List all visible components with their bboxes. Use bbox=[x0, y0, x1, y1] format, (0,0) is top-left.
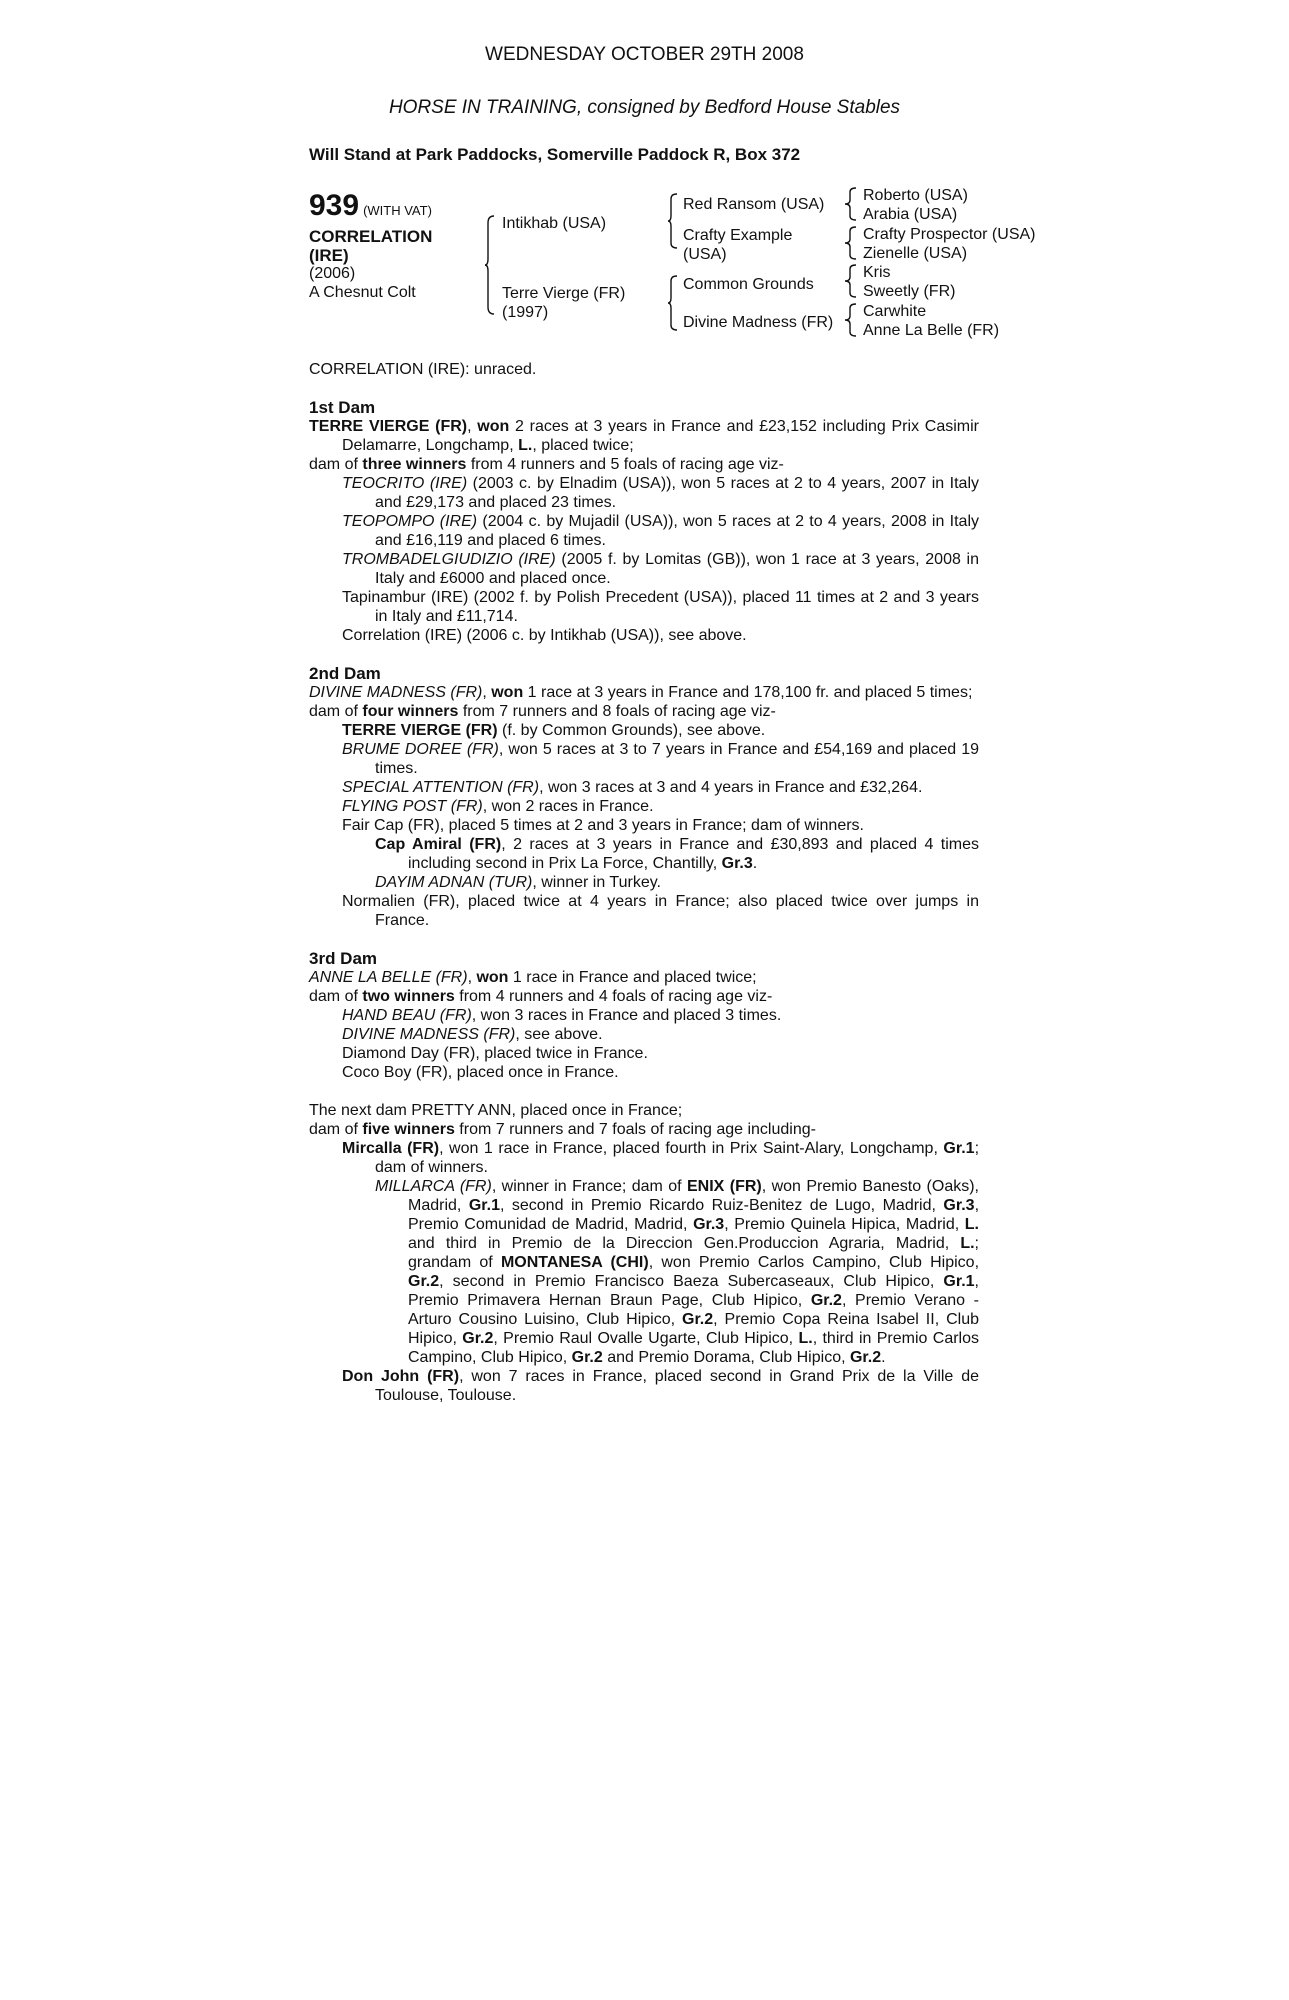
second-dam-record: DIVINE MADNESS (FR), won 1 race at 3 years in France and 178,100 fr. and placed 5 times; bbox=[309, 684, 973, 701]
gen3-5: Kris bbox=[863, 264, 891, 281]
lot-number: 939 bbox=[309, 189, 360, 222]
sire-sire: Red Ransom (USA) bbox=[683, 196, 825, 213]
produce-item: TROMBADELGIUDIZIO (IRE) (2005 f. by Lomitas (GB)), won 1 race at 3 years, 2008 in Italy and £6000 and placed once. bbox=[342, 551, 979, 587]
bracket-gen3-b bbox=[845, 226, 857, 260]
produce-item: BRUME DOREE (FR), won 5 races at 3 to 7 years in France and £54,169 and placed 19 times. bbox=[342, 741, 979, 777]
sire: Intikhab (USA) bbox=[502, 215, 607, 232]
second-dam-heading: 2nd Dam bbox=[309, 664, 381, 683]
next-dam-record: The next dam PRETTY ANN, placed once in France; bbox=[309, 1102, 683, 1119]
produce-item: HAND BEAU (FR), won 3 races in France and placed 3 times. bbox=[342, 1007, 782, 1024]
produce-item: Correlation (IRE) (2006 c. by Intikhab (USA)), see above. bbox=[342, 627, 747, 644]
sire-dam: Crafty Example bbox=[683, 227, 793, 244]
horse-description: A Chesnut Colt bbox=[309, 284, 416, 301]
dam-year: (1997) bbox=[502, 304, 549, 321]
produce-item: Tapinambur (IRE) (2002 f. by Polish Precedent (USA)), placed 11 times at 2 and 3 years in Italy and £11,714. bbox=[342, 589, 979, 625]
first-dam-heading: 1st Dam bbox=[309, 398, 376, 417]
lot-heading bbox=[309, 189, 432, 223]
first-dam-produce: dam of three winners from 4 runners and 5 foals of racing age viz- bbox=[309, 456, 784, 473]
produce-item: SPECIAL ATTENTION (FR), won 3 races at 3 and 4 years in France and £32,264. bbox=[342, 779, 923, 796]
third-dam-record: ANNE LA BELLE (FR), won 1 race in France and placed twice; bbox=[309, 969, 757, 986]
produce-item: FLYING POST (FR), won 2 races in France. bbox=[342, 798, 654, 815]
dam: Terre Vierge (FR) bbox=[502, 285, 626, 302]
produce-item: Normalien (FR), placed twice at 4 years in France; also placed twice over jumps in France. bbox=[342, 893, 979, 929]
produce-item: TEOCRITO (IRE) (2003 c. by Elnadim (USA)), won 5 races at 2 to 4 years, 2007 in Italy and £29,173 and placed 23 times. bbox=[342, 475, 980, 511]
produce-item: Diamond Day (FR), placed twice in France. bbox=[342, 1045, 648, 1062]
bracket-gen2-sire bbox=[668, 193, 678, 249]
sale-date: WEDNESDAY OCTOBER 29TH 2008 bbox=[485, 44, 804, 65]
produce-item: Coco Boy (FR), placed once in France. bbox=[342, 1064, 619, 1081]
race-record: CORRELATION (IRE): unraced. bbox=[309, 361, 537, 378]
third-dam-heading: 3rd Dam bbox=[309, 949, 378, 968]
first-dam-record: TERRE VIERGE (FR), won 2 races at 3 years in France and £23,152 including Prix Casimir Delamarre, Longchamp, L., placed twice; bbox=[309, 418, 980, 454]
gen3-2: Arabia (USA) bbox=[863, 206, 958, 223]
next-dam-produce: dam of five winners from 7 runners and 7 foals of racing age including- bbox=[309, 1121, 816, 1138]
grand-produce-item: MILLARCA (FR), winner in France; dam of ENIX (FR), won Premio Banesto (Oaks), Madrid, Gr.1, second in Premio Ricardo Ruiz-Benitez de Lugo, Madrid, Gr.3, Premio Comunidad de Madrid, Madrid, Gr.3, Premio Quinela Hipica, Madrid, L. and third in Premio de la Direccion Gen.Produccion Agraria, Madrid, L.; grandam of MONTANESA (CHI), won Premio Carlos Campino, Club Hipico, Gr.2, second in Premio Francisco Baeza Subercaseaux, Club Hipico, Gr.1, Premio Primavera Hernan Braun Page, Club Hipico, Gr.2, Premio Verano - Arturo Cousino Luisino, Club Hipico, Gr.2, Premio Copa Reina Isabel II, Club Hipico, Gr.2, Premio Raul Ovalle Ugarte, Club Hipico, L., third in Premio Carlos Campino, Club Hipico, Gr.2 and Premio Dorama, Club Hipico, Gr.2. bbox=[375, 1178, 980, 1366]
dam-dam: Divine Madness (FR) bbox=[683, 314, 834, 331]
horse-year: (2006) bbox=[309, 265, 356, 282]
bracket-gen1 bbox=[485, 215, 495, 315]
gen3-3: Crafty Prospector (USA) bbox=[863, 226, 1036, 243]
produce-item: Mircalla (FR), won 1 race in France, placed fourth in Prix Saint-Alary, Longchamp, Gr.1; dam of winners. bbox=[342, 1140, 980, 1176]
produce-item: Don John (FR), won 7 races in France, placed second in Grand Prix de la Ville de Toulouse, Toulouse. bbox=[342, 1368, 979, 1404]
sire-dam-country: (USA) bbox=[683, 246, 727, 263]
third-dam-produce: dam of two winners from 4 runners and 4 foals of racing age viz- bbox=[309, 988, 773, 1005]
gen3-8: Anne La Belle (FR) bbox=[863, 322, 1000, 339]
produce-item: DIVINE MADNESS (FR), see above. bbox=[342, 1026, 603, 1043]
stand-location: Will Stand at Park Paddocks, Somerville Paddock R, Box 372 bbox=[309, 145, 801, 164]
gen3-6: Sweetly (FR) bbox=[863, 283, 956, 300]
bracket-gen3-c bbox=[845, 264, 857, 298]
gen3-4: Zienelle (USA) bbox=[863, 245, 968, 262]
produce-item: Fair Cap (FR), placed 5 times at 2 and 3 years in France; dam of winners. bbox=[342, 817, 864, 834]
bracket-gen2-dam bbox=[668, 275, 678, 331]
pedigree-table bbox=[309, 185, 1069, 345]
consignor-line: HORSE IN TRAINING, consigned by Bedford House Stables bbox=[388, 97, 901, 118]
grand-produce-item: DAYIM ADNAN (TUR), winner in Turkey. bbox=[375, 874, 661, 891]
bracket-gen3-d bbox=[845, 303, 857, 337]
gen3-1: Roberto (USA) bbox=[863, 187, 968, 204]
grand-produce-item: Cap Amiral (FR), 2 races at 3 years in France and £30,893 and placed 4 times including second in Prix La Force, Chantilly, Gr.3. bbox=[375, 836, 979, 872]
second-dam-produce: dam of four winners from 7 runners and 8 foals of racing age viz- bbox=[309, 703, 776, 720]
horse-name: CORRELATION (IRE) bbox=[309, 227, 433, 265]
produce-item: TERRE VIERGE (FR) (f. by Common Grounds), see above. bbox=[342, 722, 766, 739]
gen3-7: Carwhite bbox=[863, 303, 927, 320]
bracket-gen3-a bbox=[845, 187, 857, 221]
catalogue-text bbox=[309, 360, 979, 1405]
vat-note: (WITH VAT) bbox=[363, 203, 432, 218]
dam-sire: Common Grounds bbox=[683, 276, 814, 293]
produce-item: TEOPOMPO (IRE) (2004 c. by Mujadil (USA)), won 5 races at 2 to 4 years, 2008 in Italy and £16,119 and placed 6 times. bbox=[342, 513, 979, 549]
